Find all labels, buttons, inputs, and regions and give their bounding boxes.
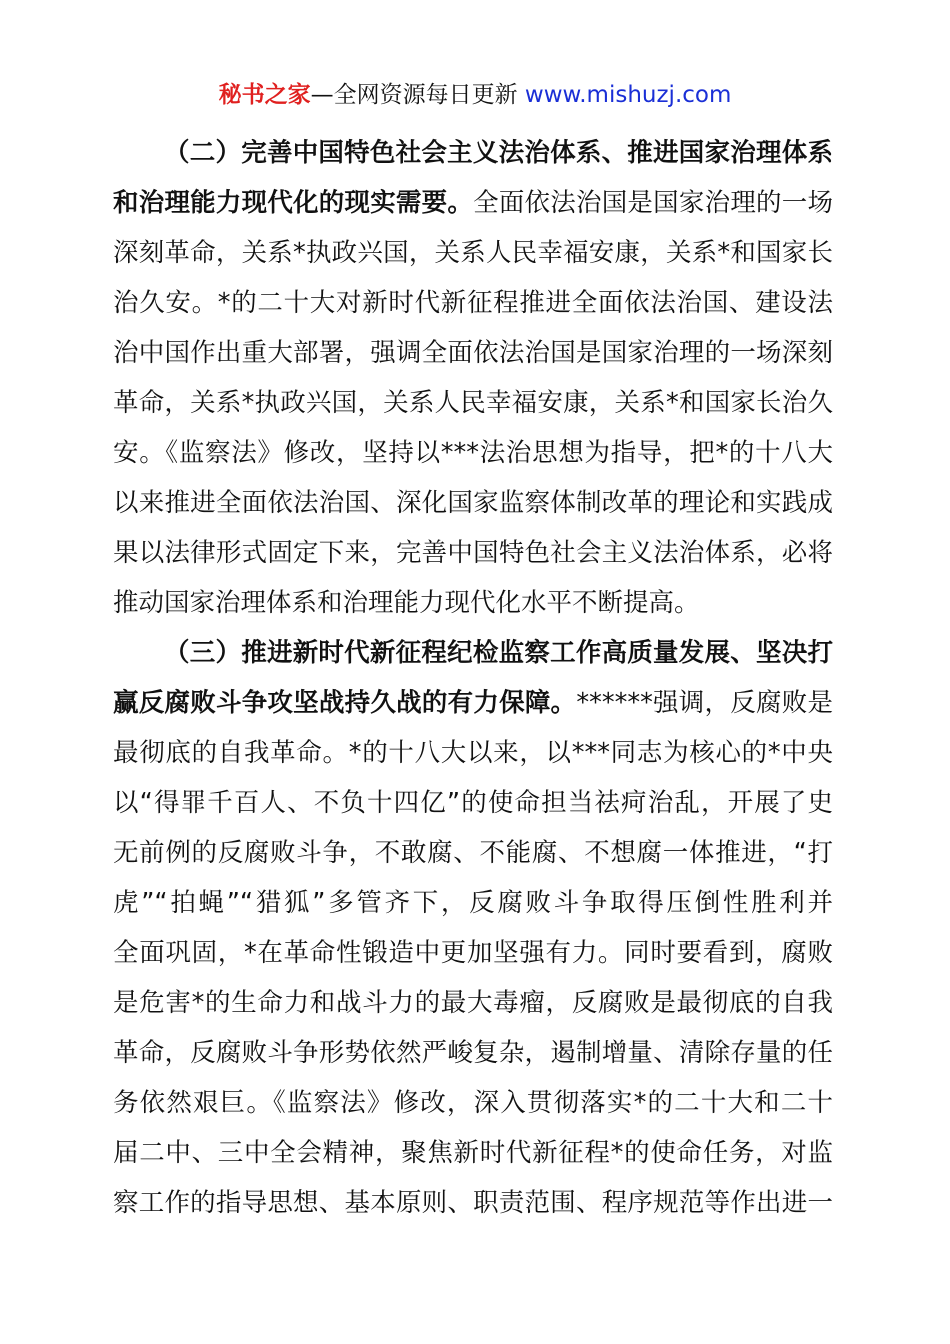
section-3-line-6: 全面巩固，*在革命性锻造中更加坚强有力。同时要看到，腐败 <box>113 938 833 968</box>
section-2-line-5: 革命，关系*执政兴国，关系人民幸福安康，关系*和国家长治久 <box>113 388 833 418</box>
section-3-line-8: 革命，反腐败斗争形势依然严峻复杂，遏制增量、清除存量的任 <box>113 1038 833 1068</box>
section-2-line-6: 安。《监察法》修改，坚持以***法治思想为指导，把*的十八大 <box>113 438 833 468</box>
section-2-line-7: 以来推进全面依法治国、深化国家监察体制改革的理论和实践成 <box>113 488 833 518</box>
section-2-line-4: 治中国作出重大部署，强调全面依法治国是国家治理的一场深刻 <box>113 338 833 368</box>
section-3-line-2: 最彻底的自我革命。*的十八大以来，以***同志为核心的*中央 <box>113 738 833 768</box>
section-3-heading-line-2-text: 赢反腐败斗争攻坚战持久战的有力保障。 <box>113 688 577 718</box>
section-3-line-10: 届二中、三中全会精神，聚焦新时代新征程*的使命任务，对监 <box>113 1138 833 1168</box>
section-2-line-9: 推动国家治理体系和治理能力现代化水平不断提高。 <box>113 588 700 618</box>
section-2-heading-line-1: （二）完善中国特色社会主义法治体系、推进国家治理体系 <box>164 138 833 168</box>
site-brand: 秘书之家 <box>218 82 311 108</box>
section-3-line-5: 虎”“拍蝇”“猎狐”多管齐下，反腐败斗争取得压倒性胜利并 <box>113 888 833 918</box>
site-url-link[interactable]: www.mishuzj.com <box>524 82 732 108</box>
section-2-line-2: 深刻革命，关系*执政兴国，关系人民幸福安康，关系*和国家长 <box>113 238 833 268</box>
section-2-line-1: 全面依法治国是国家治理的一场 <box>473 188 833 218</box>
section-2-line-8: 果以法律形式固定下来，完善中国特色社会主义法治体系，必将 <box>113 538 833 568</box>
document-body <box>113 128 833 1228</box>
section-3-line-3: 以“得罪千百人、不负十四亿”的使命担当祛疴治乱，开展了史 <box>113 788 833 818</box>
section-2-line-3: 治久安。*的二十大对新时代新征程推进全面依法治国、建设法 <box>113 288 833 318</box>
site-tagline: —全网资源每日更新 <box>310 82 518 108</box>
section-3-line-7: 是危害*的生命力和战斗力的最大毒瘤，反腐败是最彻底的自我 <box>113 988 833 1018</box>
section-3-heading-line-2 <box>113 678 833 728</box>
section-2-heading-line-2-text: 和治理能力现代化的现实需要。 <box>113 188 474 218</box>
section-3-line-1: ******强调，反腐败是 <box>576 688 833 718</box>
section-2-heading-line-2 <box>113 178 833 228</box>
section-3-line-4: 无前例的反腐败斗争，不敢腐、不能腐、不想腐一体推进，“打 <box>113 838 833 868</box>
section-3-line-11: 察工作的指导思想、基本原则、职责范围、程序规范等作出进一 <box>113 1188 833 1218</box>
section-3-line-9: 务依然艰巨。《监察法》修改，深入贯彻落实*的二十大和二十 <box>113 1088 833 1118</box>
section-3-heading-line-1: （三）推进新时代新征程纪检监察工作高质量发展、坚决打 <box>164 638 833 668</box>
page-header <box>0 78 950 112</box>
